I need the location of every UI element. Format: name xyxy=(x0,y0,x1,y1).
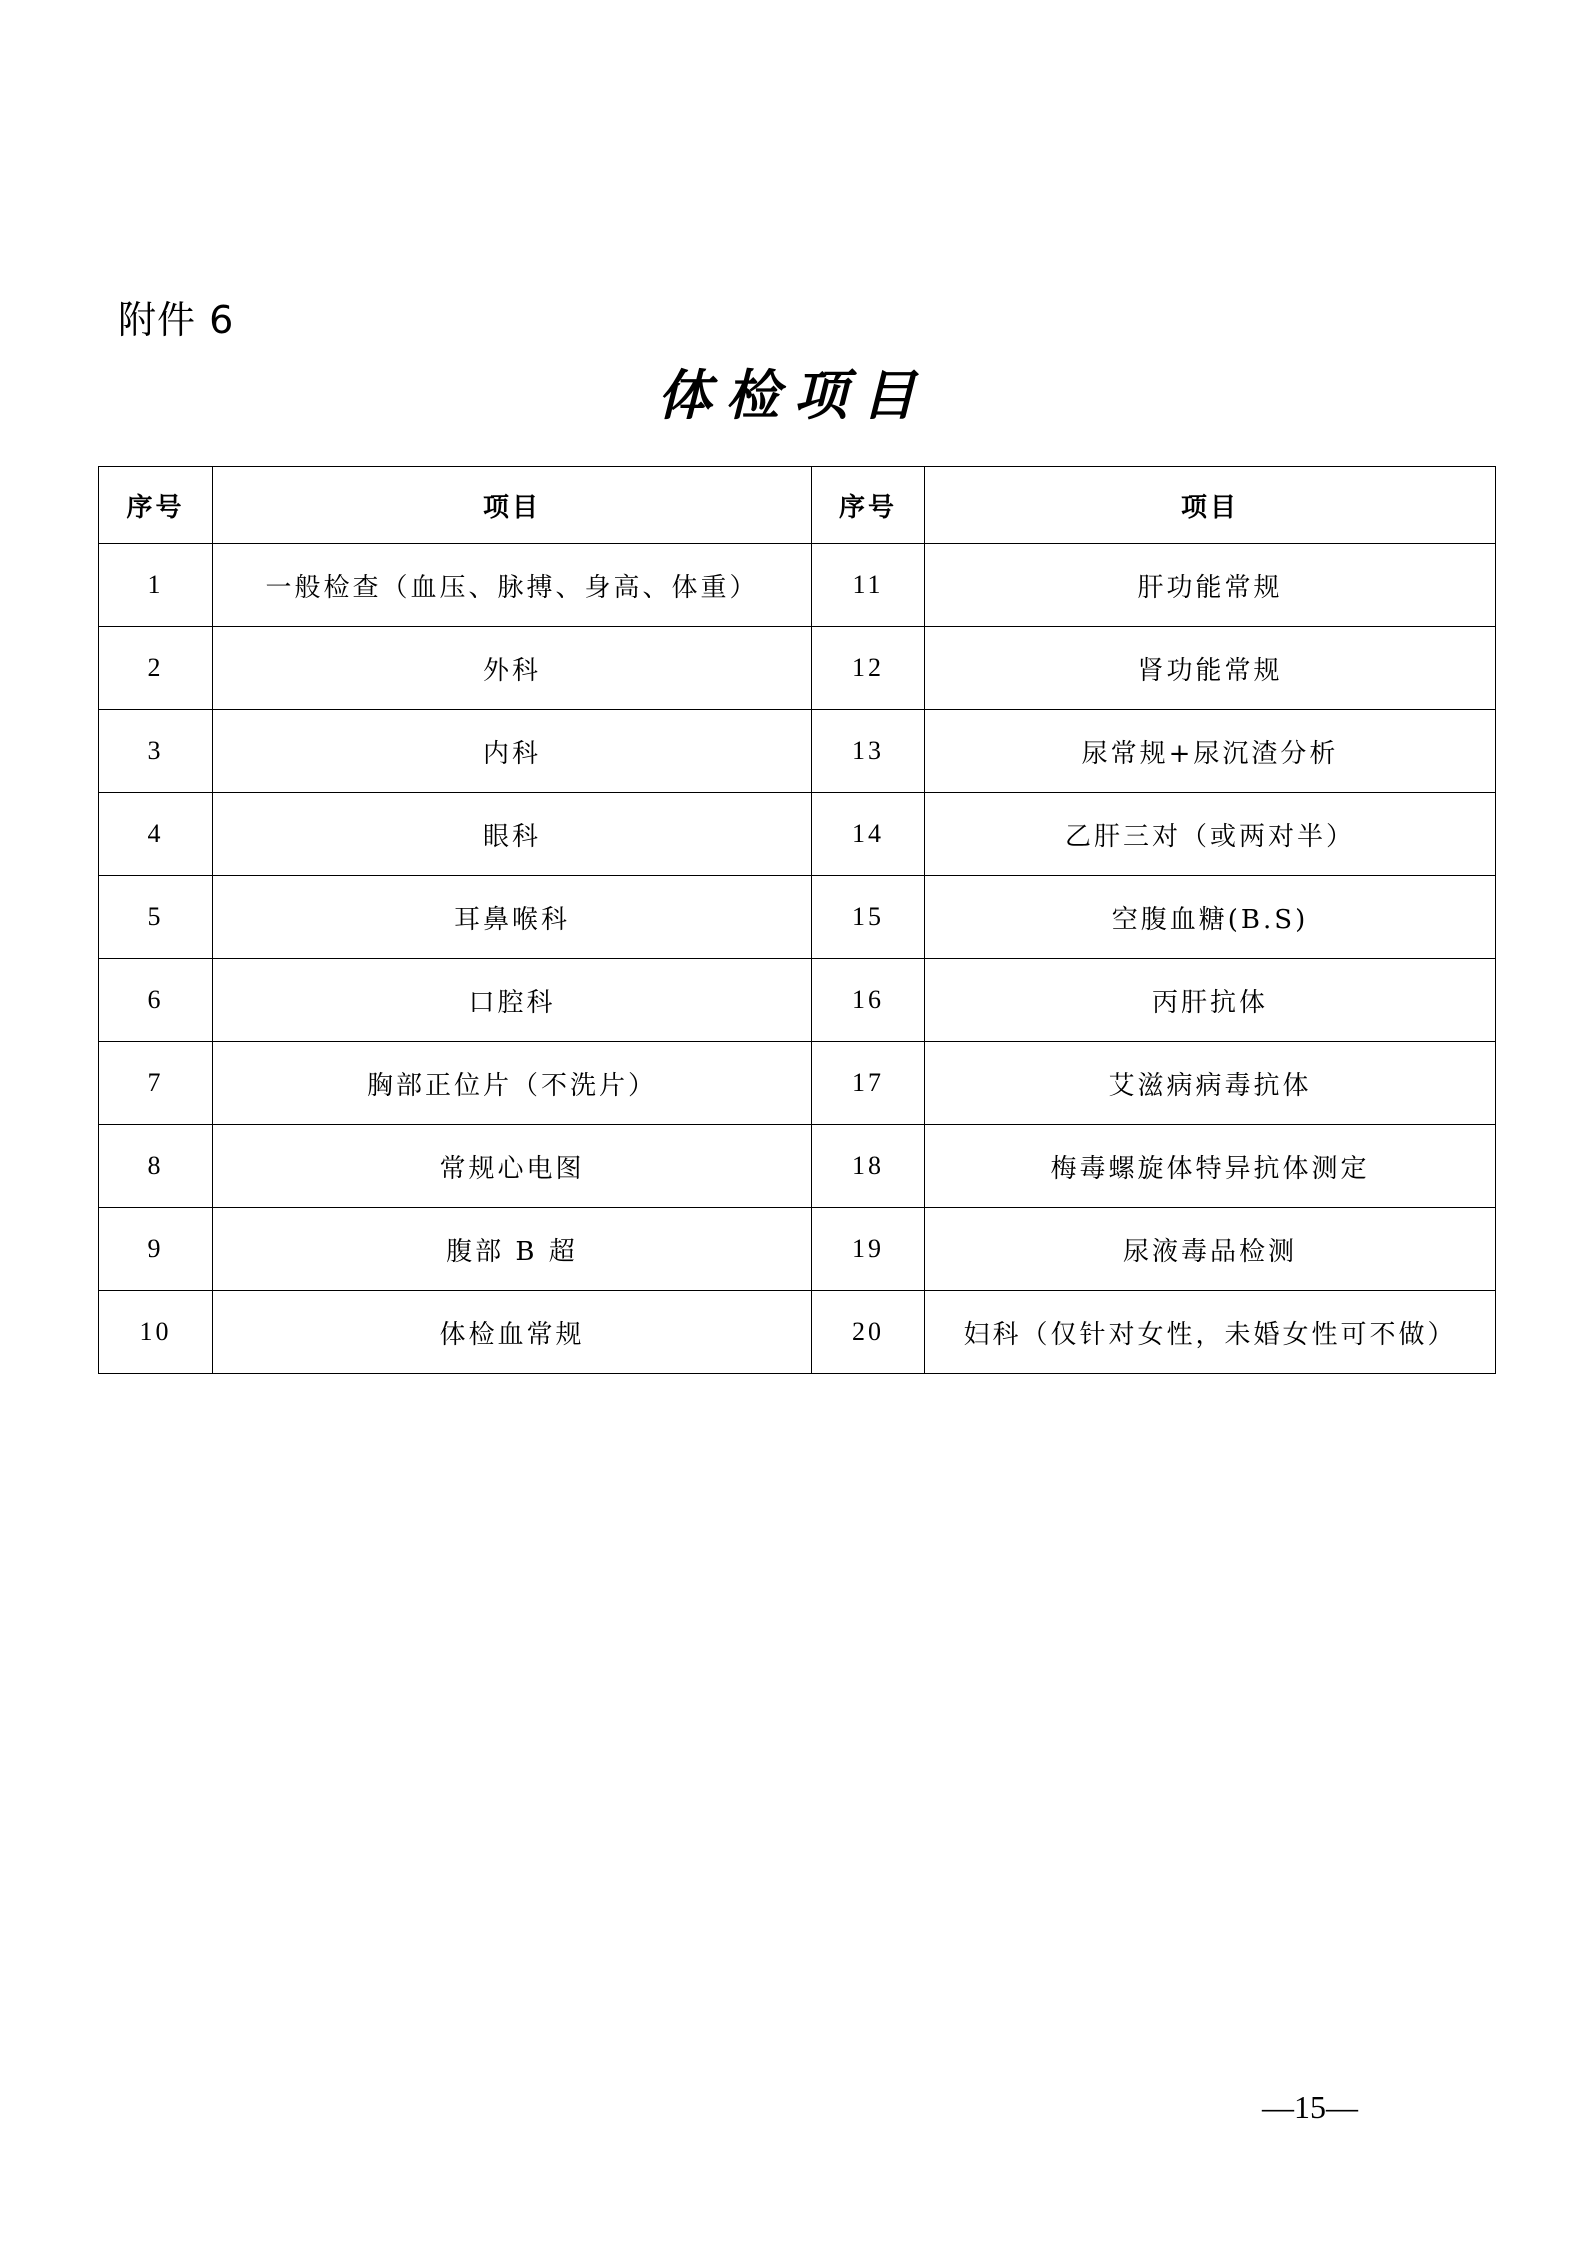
row-item-right: 尿常规+尿沉渣分析 xyxy=(925,710,1496,793)
table-row xyxy=(99,1291,1496,1374)
row-item-left: 内科 xyxy=(213,710,812,793)
table-row xyxy=(99,1125,1496,1208)
page-number: —15— xyxy=(1262,2089,1358,2125)
row-no-right: 12 xyxy=(812,627,925,710)
row-no-left: 10 xyxy=(99,1291,213,1374)
row-no-left: 6 xyxy=(99,959,213,1042)
row-item-left: 一般检查（血压、脉搏、身高、体重） xyxy=(213,544,812,627)
row-item-right: 妇科（仅针对女性，未婚女性可不做） xyxy=(925,1291,1496,1374)
header-item-left: 项目 xyxy=(213,467,812,544)
document-title: 体检项目 xyxy=(657,363,930,427)
row-no-left: 4 xyxy=(99,793,213,876)
table-row xyxy=(99,793,1496,876)
row-item-right: 肾功能常规 xyxy=(925,627,1496,710)
row-no-right: 19 xyxy=(812,1208,925,1291)
row-no-right: 13 xyxy=(812,710,925,793)
table-row xyxy=(99,627,1496,710)
row-item-left: 耳鼻喉科 xyxy=(213,876,812,959)
row-item-right: 艾滋病病毒抗体 xyxy=(925,1042,1496,1125)
header-no-left: 序号 xyxy=(99,467,213,544)
row-no-left: 2 xyxy=(99,627,213,710)
row-no-left: 9 xyxy=(99,1208,213,1291)
table-row xyxy=(99,544,1496,627)
row-no-left: 8 xyxy=(99,1125,213,1208)
row-item-left: 腹部 B 超 xyxy=(213,1208,812,1291)
row-item-left: 口腔科 xyxy=(213,959,812,1042)
row-item-left: 眼科 xyxy=(213,793,812,876)
table-row xyxy=(99,959,1496,1042)
row-item-left: 体检血常规 xyxy=(213,1291,812,1374)
exam-items-table xyxy=(98,466,1496,1374)
row-no-left: 5 xyxy=(99,876,213,959)
row-item-left: 外科 xyxy=(213,627,812,710)
row-no-right: 16 xyxy=(812,959,925,1042)
row-item-right: 尿液毒品检测 xyxy=(925,1208,1496,1291)
row-item-right: 丙肝抗体 xyxy=(925,959,1496,1042)
table-header-row xyxy=(99,467,1496,544)
row-item-left: 胸部正位片（不洗片） xyxy=(213,1042,812,1125)
row-item-right: 空腹血糖(B.S) xyxy=(925,876,1496,959)
header-no-right: 序号 xyxy=(812,467,925,544)
row-item-left: 常规心电图 xyxy=(213,1125,812,1208)
table-row xyxy=(99,1042,1496,1125)
row-item-right: 梅毒螺旋体特异抗体测定 xyxy=(925,1125,1496,1208)
row-no-right: 15 xyxy=(812,876,925,959)
row-no-left: 7 xyxy=(99,1042,213,1125)
row-no-right: 17 xyxy=(812,1042,925,1125)
row-item-right: 乙肝三对（或两对半） xyxy=(925,793,1496,876)
row-no-right: 11 xyxy=(812,544,925,627)
row-no-left: 3 xyxy=(99,710,213,793)
table-row xyxy=(99,876,1496,959)
row-no-left: 1 xyxy=(99,544,213,627)
header-item-right: 项目 xyxy=(925,467,1496,544)
row-item-right: 肝功能常规 xyxy=(925,544,1496,627)
table-row xyxy=(99,1208,1496,1291)
table-row xyxy=(99,710,1496,793)
row-no-right: 14 xyxy=(812,793,925,876)
row-no-right: 18 xyxy=(812,1125,925,1208)
row-no-right: 20 xyxy=(812,1291,925,1374)
attachment-label: 附件 6 xyxy=(118,298,235,342)
